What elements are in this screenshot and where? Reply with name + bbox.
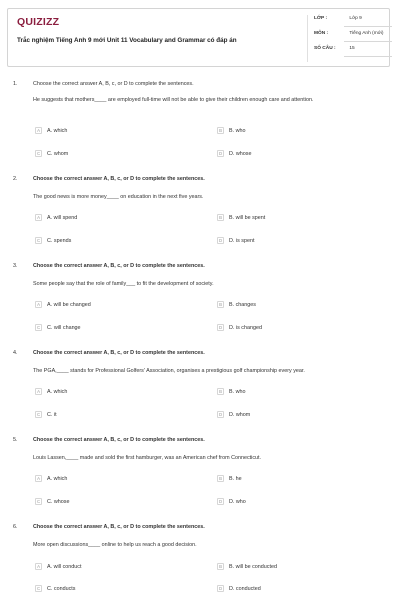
option-a[interactable] [35, 563, 81, 570]
option-c[interactable] [35, 324, 81, 331]
question-number: 6. [13, 524, 18, 530]
option-letter-box: D [218, 586, 223, 591]
option-text: B. will be conducted [229, 563, 277, 570]
question-stem: The PGA,____ stands for Professional Golfers' Association, organises a prestigious golf championship every year. [33, 368, 305, 374]
option-letter-box: A [35, 475, 42, 482]
header-box [7, 8, 390, 67]
question-instruction: Choose the correct answer A, B, c, or D to complete the sentences. [33, 524, 205, 530]
question-stem: Louis Lassen,____ made and sold the first hamburger, was an American chef from Connecticut. [33, 455, 262, 461]
meta-subject-value: Tiếng Anh (mới) [349, 31, 384, 36]
option-c[interactable] [35, 585, 75, 592]
option-text: C. will change [47, 324, 81, 331]
option-letter-box: C [36, 325, 41, 330]
option-letter-box: D [218, 499, 223, 504]
option-letter-box: C [36, 412, 41, 417]
option-text: D. conducted [229, 585, 261, 592]
option-letter-box: A [35, 563, 42, 570]
option-text: B. changes [229, 301, 256, 308]
question-instruction: Choose the correct answer A, B, c, or D to complete the sentences. [33, 263, 205, 269]
question-stem: He suggests that mothers____ are employed full-time will not be able to give their children enough care and attention. [33, 97, 314, 103]
option-a[interactable] [35, 475, 67, 482]
option-a[interactable] [35, 301, 91, 308]
option-a[interactable] [35, 127, 67, 134]
option-a[interactable] [35, 214, 77, 221]
option-c[interactable] [35, 150, 68, 157]
option-d[interactable] [217, 324, 262, 331]
option-text: A. which [47, 127, 68, 134]
option-b[interactable] [217, 127, 245, 134]
question-stem: More open discussions____ online to help us reach a good decision. [33, 542, 197, 548]
question-instruction: Choose the correct answer A, B, c, or D to complete the sentences. [33, 350, 205, 356]
question-number: 4. [13, 350, 18, 356]
option-letter-box: B [217, 127, 224, 134]
option-text: B. he [229, 475, 242, 482]
question-stem: The good news is more money____ on education in the next five years. [33, 194, 204, 200]
option-text: A. will be changed [47, 301, 91, 308]
meta-divider [344, 56, 392, 57]
page-title: Trắc nghiệm Tiếng Anh 9 mới Unit 11 Vocabulary and Grammar có đáp án [17, 37, 237, 44]
meta-divider [344, 41, 392, 42]
option-text: C. conducts [47, 585, 76, 592]
option-text: D. whom [229, 411, 251, 418]
option-text: C. spends [47, 237, 72, 244]
header-divider [307, 15, 308, 62]
option-letter-box: B [217, 388, 224, 395]
option-letter-box: C [36, 151, 41, 156]
option-text: B. who [229, 388, 246, 395]
option-b[interactable] [217, 563, 277, 570]
option-text: D. is spent [229, 237, 255, 244]
option-letter-box: B [217, 301, 224, 308]
option-text: C. whose [47, 498, 70, 505]
option-text: A. which [47, 388, 68, 395]
option-c[interactable] [35, 498, 69, 505]
option-text: A. will spend [47, 214, 78, 221]
question-instruction: Choose the correct answer A, B, c, or D to complete the sentences. [33, 437, 205, 443]
meta-subject [314, 31, 384, 36]
option-text: C. whom [47, 150, 69, 157]
option-letter-box: B [217, 475, 224, 482]
question-instruction: Choose the correct answer A, B, c, or D to complete the sentences. [33, 81, 194, 87]
option-c[interactable] [35, 411, 57, 418]
option-text: A. will conduct [47, 563, 82, 570]
option-letter-box: D [218, 412, 223, 417]
option-b[interactable] [217, 214, 265, 221]
option-text: B. will be spent [229, 214, 266, 221]
option-d[interactable] [217, 237, 254, 244]
option-letter-box: D [218, 151, 223, 156]
option-d[interactable] [217, 411, 250, 418]
option-letter-box: B [217, 563, 224, 570]
option-letter-box: A [35, 127, 42, 134]
question-number: 2. [13, 176, 18, 182]
option-d[interactable] [217, 585, 261, 592]
option-letter-box: D [218, 238, 223, 243]
option-letter-box: A [35, 388, 42, 395]
question-number: 5. [13, 437, 18, 443]
option-letter-box: C [36, 586, 41, 591]
question-instruction: Choose the correct answer A, B, c, or D to complete the sentences. [33, 176, 205, 182]
option-d[interactable] [217, 150, 251, 157]
option-letter-box: D [218, 325, 223, 330]
option-d[interactable] [217, 498, 246, 505]
question-number: 3. [13, 263, 18, 269]
option-letter-box: A [35, 301, 42, 308]
question-stem: Some people say that the role of family___ to fit the development of society. [33, 281, 214, 287]
option-text: B. who [229, 127, 246, 134]
meta-count-label: SỐ CÂU : [314, 46, 336, 51]
meta-class [314, 16, 362, 21]
option-text: A. which [47, 475, 68, 482]
option-letter-box: B [217, 214, 224, 221]
question-number: 1. [13, 81, 18, 87]
option-b[interactable] [217, 475, 242, 482]
meta-class-value: Lớp 9 [349, 16, 362, 21]
option-text: D. is changed [229, 324, 262, 331]
option-a[interactable] [35, 388, 67, 395]
meta-count [314, 46, 355, 51]
option-letter-box: C [36, 499, 41, 504]
option-letter-box: C [36, 238, 41, 243]
option-b[interactable] [217, 388, 245, 395]
option-letter-box: A [35, 214, 42, 221]
meta-subject-label: MÔN : [314, 31, 329, 36]
meta-class-label: LỚP : [314, 16, 328, 21]
quizizz-logo: QUIZIZZ [17, 16, 60, 28]
option-text: D. who [229, 498, 246, 505]
option-b[interactable] [217, 301, 256, 308]
option-c[interactable] [35, 237, 71, 244]
meta-divider [344, 26, 392, 27]
option-text: C. it [47, 411, 57, 418]
meta-count-value: 15 [349, 46, 355, 51]
option-text: D. whose [229, 150, 252, 157]
